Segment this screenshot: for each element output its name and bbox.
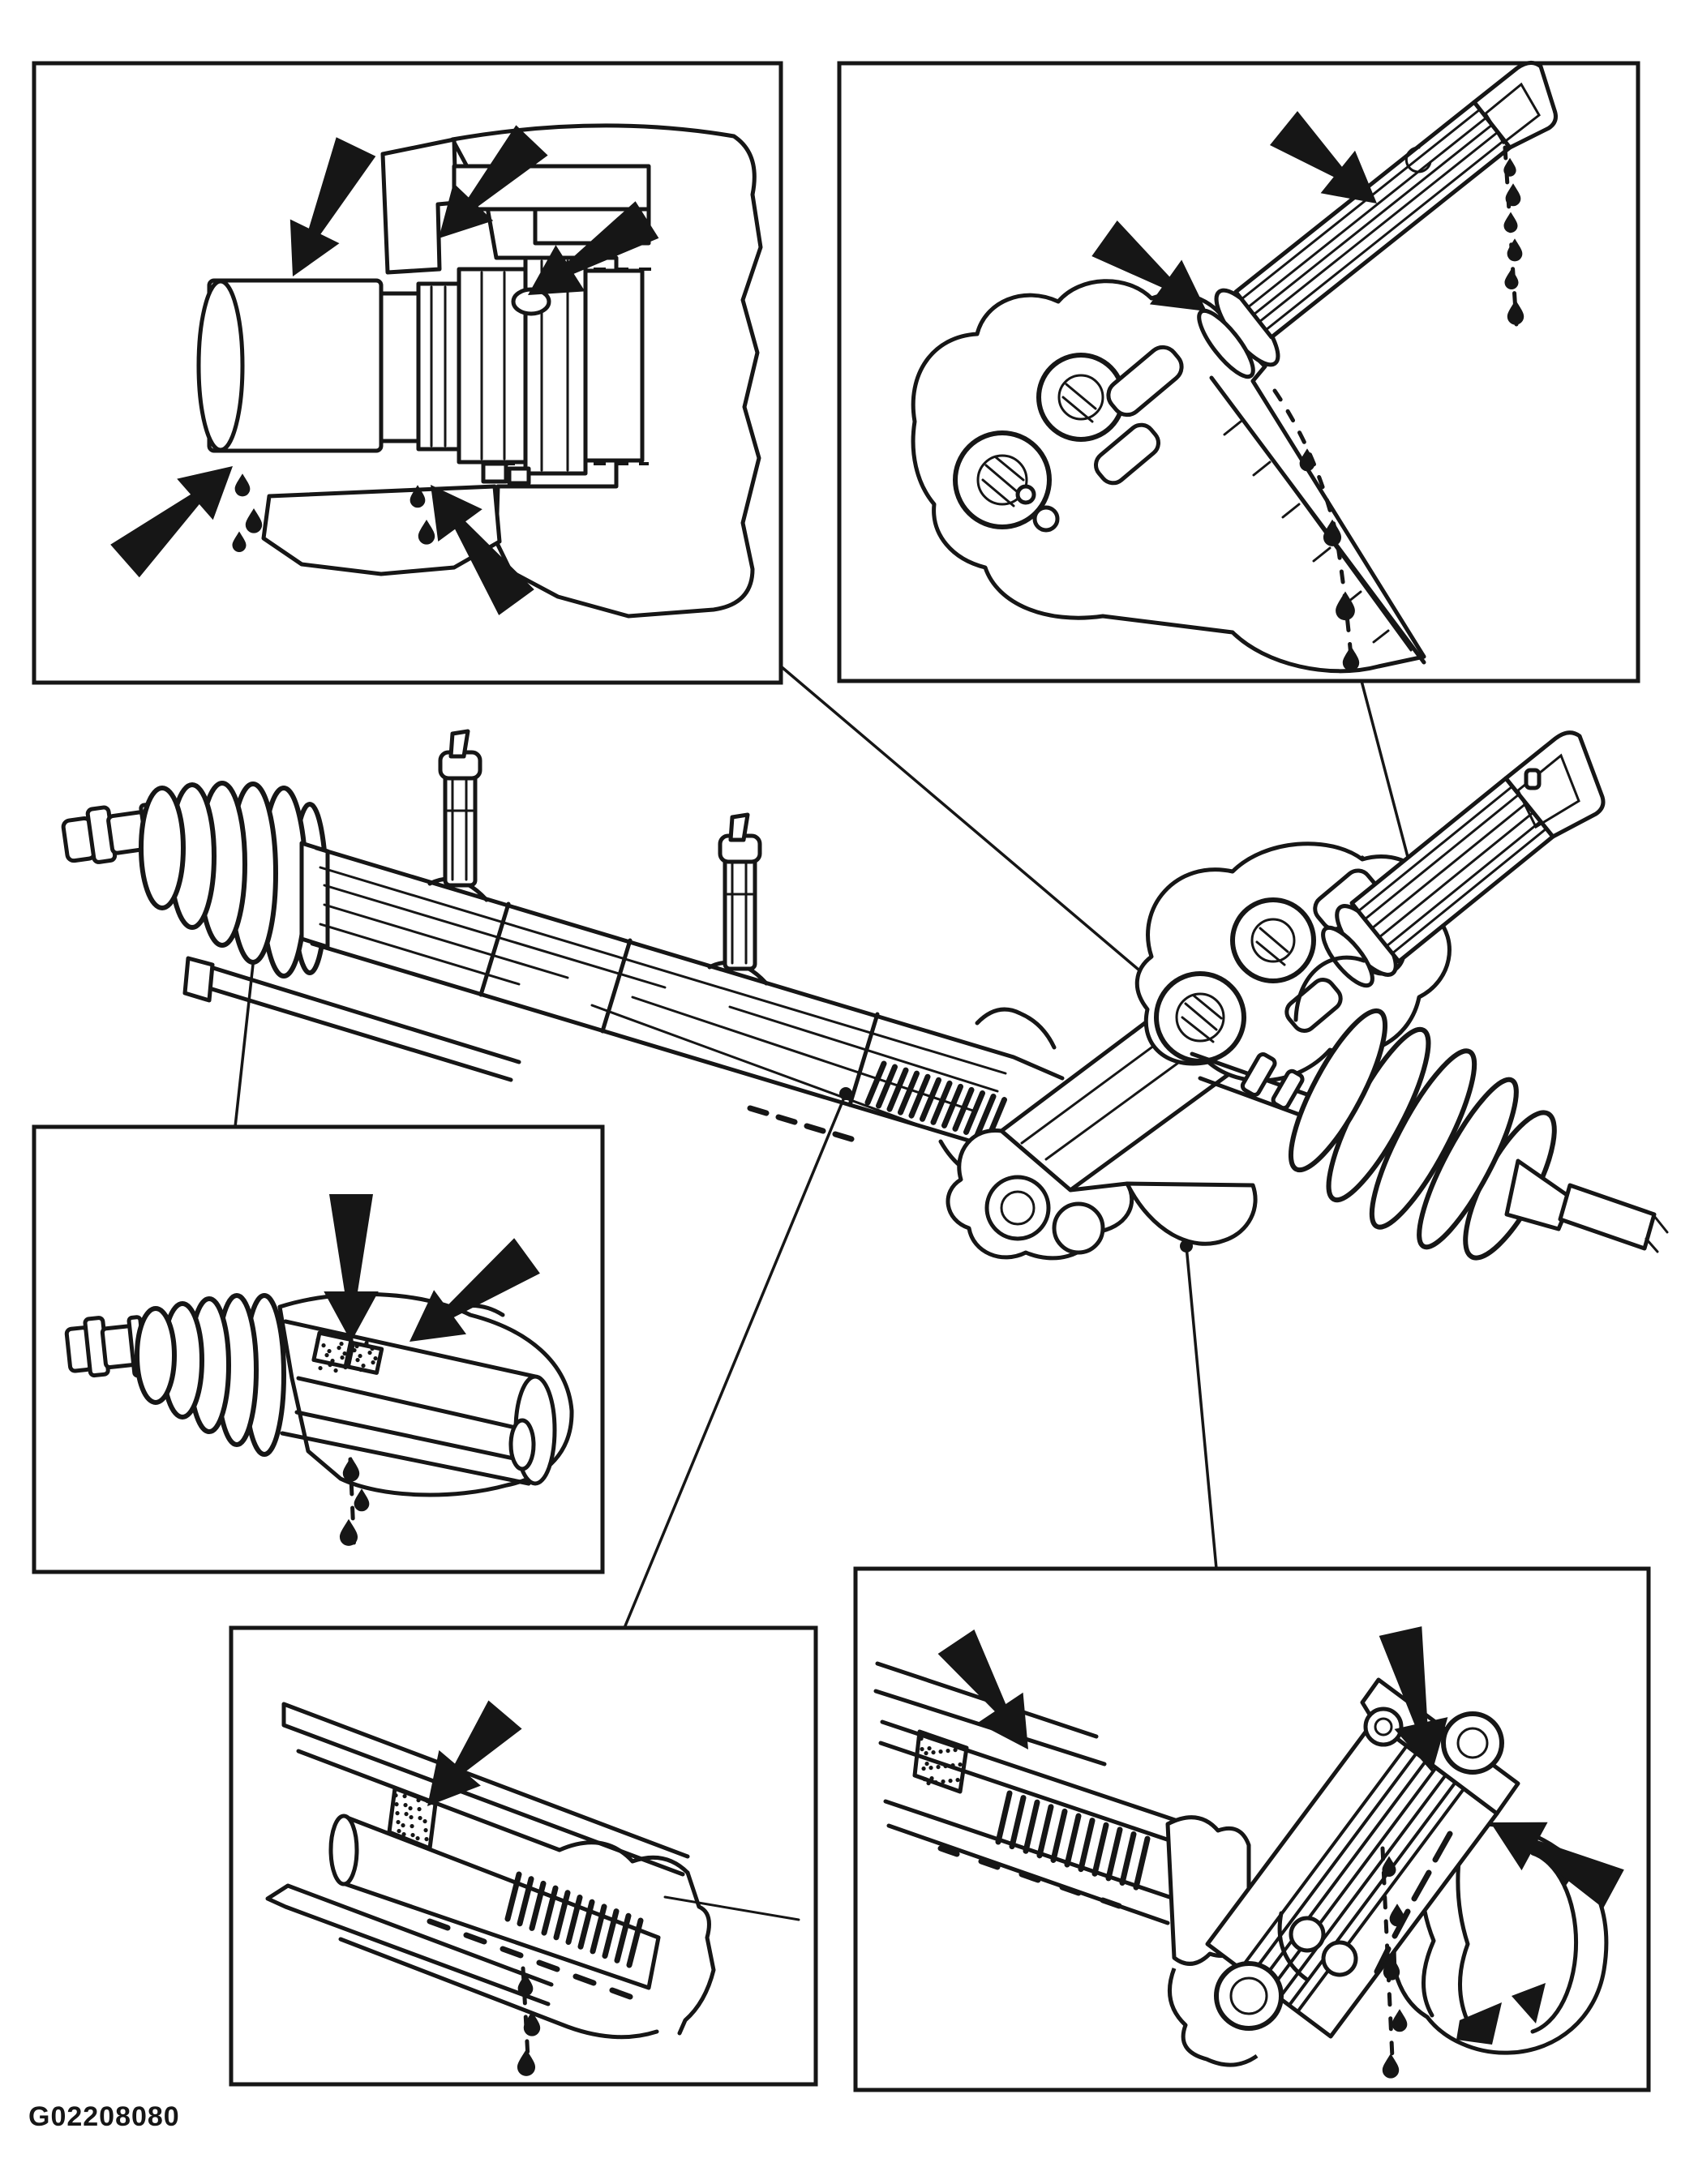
inset-frame-bottom-center bbox=[231, 1628, 816, 2084]
right-tie-rod bbox=[1560, 1185, 1654, 1248]
rack-teeth bbox=[868, 1064, 1005, 1139]
mounting-clamp-2 bbox=[710, 815, 766, 983]
mounting-clamp-1 bbox=[430, 731, 487, 900]
figure-id-label: G02208080 bbox=[28, 2101, 180, 2132]
teeth-hatch bbox=[868, 1064, 1005, 1139]
left-bellows-boot bbox=[141, 783, 326, 976]
